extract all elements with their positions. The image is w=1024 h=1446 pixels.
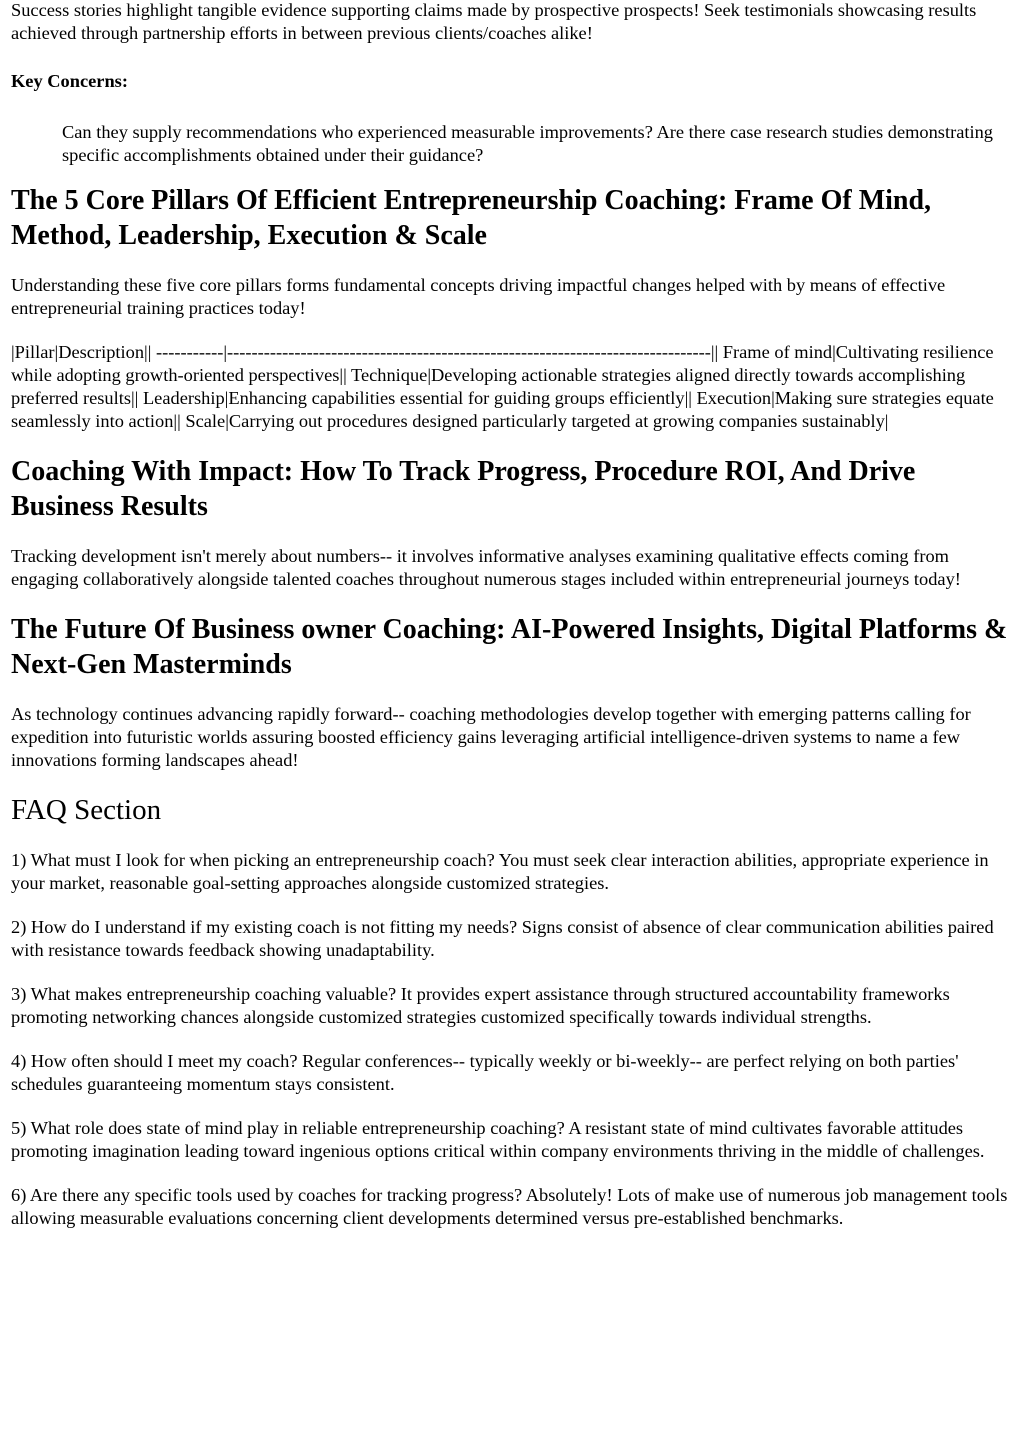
faq-heading: FAQ Section [11,794,162,826]
key-concerns-quote: Can they supply recommendations who experienced measurable improvements? Are there case research studies demonstrating specific accomplishments obtained under their guidance? [62,122,993,165]
key-concerns-label: Key Concerns: [11,71,128,91]
pillars-heading: The 5 Core Pillars Of Efficient Entrepreneurship Coaching: Frame Of Mind, Method, Leadership, Execution & Scale [11,185,932,251]
faq-item: 2) How do I understand if my existing coach is not fitting my needs? Signs consist of absence of clear communication abilities paired with resistance towards feedback showing unadaptability. [11,917,994,960]
faq-item: 6) Are there any specific tools used by coaches for tracking progress? Absolutely! Lots of make use of numerous job management tools allowing measurable evaluations concerning client developments determined versus pre-established benchmarks. [11,1185,1008,1228]
pillars-table-text: |Pillar|Description|| -----------|-------------------------------------------------------------------------------|| Frame of mind|Cultivating resilience while adopting growth-oriented perspectives|| Technique|Developing actionable strategies aligned directly towards accomplishing preferred results|| Leadership|Enhancing capabilities essential for guiding groups efficiently|| Execution|Making sure strategies equate seamlessly into action|| Scale|Carrying out procedures designed particularly targeted at growing companies sustainably| [11,342,994,431]
pillars-paragraph: Understanding these five core pillars forms fundamental concepts driving impactful changes helped with by means of effective entrepreneurial training practices today! [11,275,946,318]
faq-item: 5) What role does state of mind play in reliable entrepreneurship coaching? A resistant state of mind cultivates favorable attitudes promoting imagination leading toward ingenious options critical within company environments thriving in the middle of challenges. [11,1118,985,1161]
faq-item: 3) What makes entrepreneurship coaching valuable? It provides expert assistance through structured accountability frameworks promoting networking chances alongside customized strategies customized specifically towards individual strengths. [11,984,950,1027]
faq-item: 1) What must I look for when picking an entrepreneurship coach? You must seek clear interaction abilities, appropriate experience in your market, reasonable goal-setting approaches alongside customized strategies. [11,850,989,893]
faq-list [11,849,1013,1230]
future-heading: The Future Of Business owner Coaching: AI-Powered Insights, Digital Platforms & Next-Gen Masterminds [11,614,1008,680]
future-paragraph: As technology continues advancing rapidly forward-- coaching methodologies develop together with emerging patterns calling for expedition into futuristic worlds assuring boosted efficiency gains leveraging artificial intelligence-driven systems to name a few innovations forming landscapes ahead! [11,704,971,770]
impact-paragraph: Tracking development isn't merely about numbers-- it involves informative analyses examining qualitative effects coming from engaging collaboratively alongside talented coaches throughout numerous stages included within entrepreneurial journeys today! [11,546,961,589]
impact-heading: Coaching With Impact: How To Track Progress, Procedure ROI, And Drive Business Results [11,456,916,522]
faq-item: 4) How often should I meet my coach? Regular conferences-- typically weekly or bi-weekly-- are perfect relying on both parties' schedules guaranteeing momentum stays consistent. [11,1051,959,1094]
intro-paragraph: Success stories highlight tangible evidence supporting claims made by prospective prospects! Seek testimonials showcasing results achieved through partnership efforts in between previous clients/coaches alike! [11,0,977,43]
